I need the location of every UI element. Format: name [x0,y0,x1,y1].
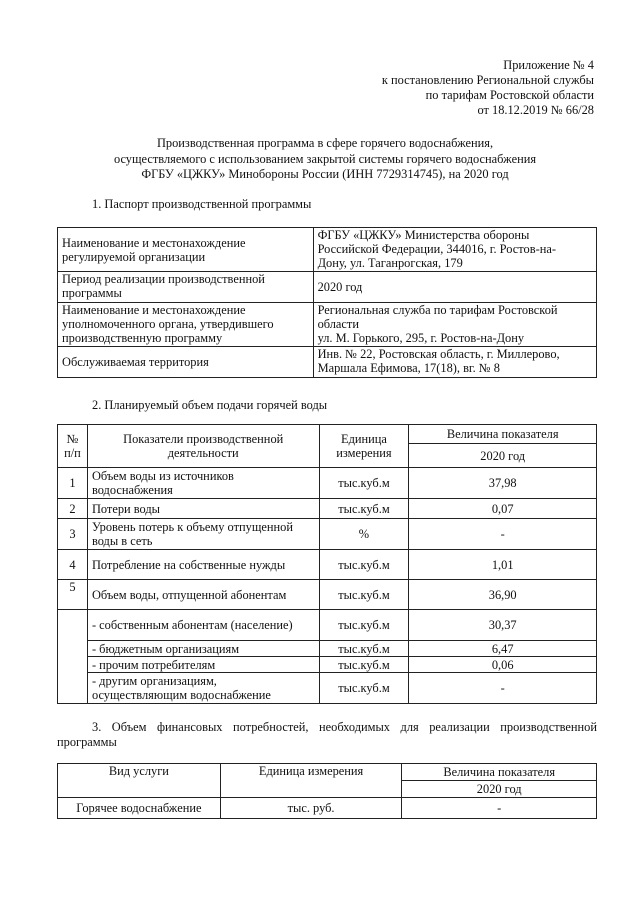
financial-table [57,763,597,819]
table-row [58,657,597,673]
passport-label: Наименование и местонахождение регулируемой организации [58,228,314,272]
row-indicator: - бюджетным организациям [87,641,319,657]
appendix-line: от 18.12.2019 № 66/28 [477,103,594,117]
header-unit: Единица измерения [319,425,409,468]
appendix-block [382,58,594,118]
row-unit: тыс.куб.м [319,657,409,673]
title-line: ФГБУ «ЦЖКУ» Минобороны России (ИНН 7729314745), на 2020 год [141,167,509,181]
row-indicator: Уровень потерь к объему отпущенной воды в сеть [87,519,319,550]
row-unit: тыс.куб.м [319,673,409,704]
value-line: области [317,317,359,331]
row-value: 6,47 [409,641,597,657]
row-value: 0,06 [409,657,597,673]
passport-table [57,227,597,378]
header-unit: Единица измерения [220,764,402,798]
value-line: 2020 год [317,280,363,294]
passport-label: Наименование и местонахождение уполномоченного органа, утвердившего производственную программу [58,303,314,347]
water-volume-table [57,424,597,704]
passport-label: Обслуживаемая территория [58,347,314,378]
section3-heading-line: программы [57,735,117,749]
row-num: 3 [58,519,88,550]
table-row [58,580,597,610]
row-indicator: - собственным абонентам (население) [87,610,319,641]
header-service: Вид услуги [58,764,221,798]
table-row [58,610,597,641]
row-unit: тыс. руб. [220,798,402,819]
header-num: № п/п [58,425,88,468]
row-unit: тыс.куб.м [319,468,409,499]
title-line: осуществляемого с использованием закрытой системы горячего водоснабжения [113,151,537,166]
row-value: 30,37 [409,610,597,641]
appendix-line: к постановлению Региональной службы [381,73,594,87]
header-value: Величина показателя [402,764,597,781]
row-num-empty [58,610,88,704]
table-row [58,468,597,499]
row-value: 37,98 [409,468,597,499]
row-num: 5 [58,580,88,610]
row-value: 36,90 [409,580,597,610]
passport-row [58,228,597,272]
row-num: 2 [58,499,88,519]
passport-value [313,347,596,378]
row-indicator: Потери воды [87,499,319,519]
table-row [58,641,597,657]
section1-heading: 1. Паспорт производственной программы [92,197,312,211]
table-header-row [58,425,597,444]
passport-row [58,303,597,347]
row-indicator: Потребление на собственные нужды [87,550,319,580]
header-year: 2020 год [402,781,597,798]
value-line: Маршала Ефимова, 17(18), вг. № 8 [317,361,500,375]
row-value: - [409,519,597,550]
row-indicator: Объем воды, отпущенной абонентам [87,580,319,610]
table-row [58,550,597,580]
row-unit: % [319,519,409,550]
section3-heading [57,720,597,750]
header-value: Величина показателя [409,425,597,444]
value-line: Региональная служба по тарифам Ростовской [317,303,558,317]
row-value: 1,01 [409,550,597,580]
title-line: Производственная программа в сфере горячего водоснабжения, [156,136,494,150]
passport-label: Период реализации производственной программы [58,272,314,303]
value-line: Российской Федерации, 344016, г. Ростов-на- [317,242,556,256]
row-num: 4 [58,550,88,580]
table-header-row [58,764,597,781]
row-value: - [402,798,597,819]
row-num: 1 [58,468,88,499]
header-indicator: Показатели производственной деятельности [87,425,319,468]
row-unit: тыс.куб.м [319,641,409,657]
table-row [58,499,597,519]
row-unit: тыс.куб.м [319,499,409,519]
passport-row [58,272,597,303]
row-value: 0,07 [409,499,597,519]
passport-value [313,228,596,272]
table-row [58,798,597,819]
section2-heading: 2. Планируемый объем подачи горячей воды [92,398,328,412]
row-value: - [409,673,597,704]
row-unit: тыс.куб.м [319,580,409,610]
row-indicator: Объем воды из источников водоснабжения [87,468,319,499]
row-service: Горячее водоснабжение [58,798,221,819]
document-title [60,136,590,183]
row-indicator: - другим организациям, осуществляющим водоснабжение [87,673,319,704]
passport-value [313,272,596,303]
header-year: 2020 год [409,444,597,468]
value-line: ул. М. Горького, 295, г. Ростов-на-Дону [317,331,525,345]
value-line: Дону, ул. Таганрогская, 179 [317,256,463,270]
appendix-line: по тарифам Ростовской области [425,88,594,102]
row-unit: тыс.куб.м [319,550,409,580]
table-row [58,519,597,550]
value-line: ФГБУ «ЦЖКУ» Министерства обороны [317,228,530,242]
appendix-line: Приложение № 4 [503,58,594,72]
table-row [58,673,597,704]
row-unit: тыс.куб.м [319,610,409,641]
section3-heading-line: 3. Объем финансовых потребностей, необходимых для реализации производственной [92,720,597,734]
passport-row [58,347,597,378]
passport-value [313,303,596,347]
row-indicator: - прочим потребителям [87,657,319,673]
value-line: Инв. № 22, Ростовская область, г. Миллерово, [317,347,560,361]
